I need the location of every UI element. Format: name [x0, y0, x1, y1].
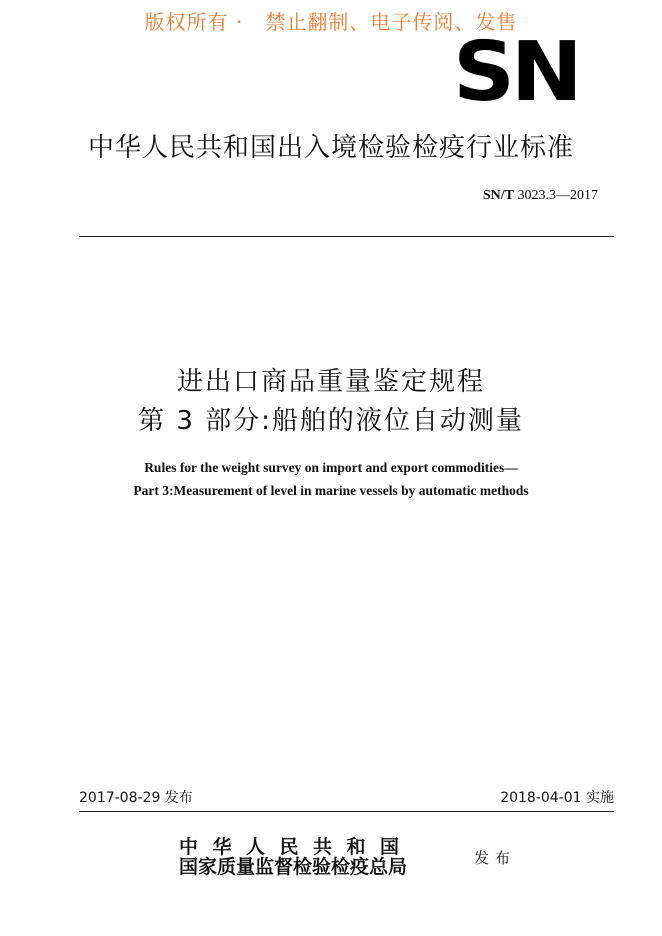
- issue-date: 2017-08-29 发布: [79, 790, 193, 806]
- issuer-line2: 国家质量监督检验检疫总局: [179, 856, 408, 878]
- standard-code-prefix: SN/T: [482, 188, 514, 203]
- title-en-line2: Part 3:Measurement of level in marine vessels by automatic methods: [133, 483, 529, 498]
- copyright-notice: 版权所有 · 禁止翻制、电子传阅、发售: [144, 10, 518, 34]
- standard-code: [483, 188, 598, 204]
- footer-divider: [79, 811, 614, 812]
- sn-logo-text: SN: [453, 25, 579, 120]
- issued-by-label: 发布: [474, 849, 517, 867]
- header-divider: [79, 236, 614, 237]
- standard-code-number: 3023.3—2017: [517, 188, 598, 203]
- title-cn-line2: 第 3 部分:船舶的液位自动测量: [138, 406, 524, 436]
- standard-category: 中华人民共和国出入境检验检疫行业标准: [87, 133, 574, 163]
- title-en-line1: Rules for the weight survey on import and export commodities—: [144, 460, 518, 475]
- implementation-date: 2018-04-01 实施: [500, 790, 614, 806]
- sn-logo: [453, 25, 581, 120]
- title-cn-line1: 进出口商品重量鉴定规程: [176, 367, 485, 397]
- issuer-line1: 中华人民共和国: [179, 836, 414, 858]
